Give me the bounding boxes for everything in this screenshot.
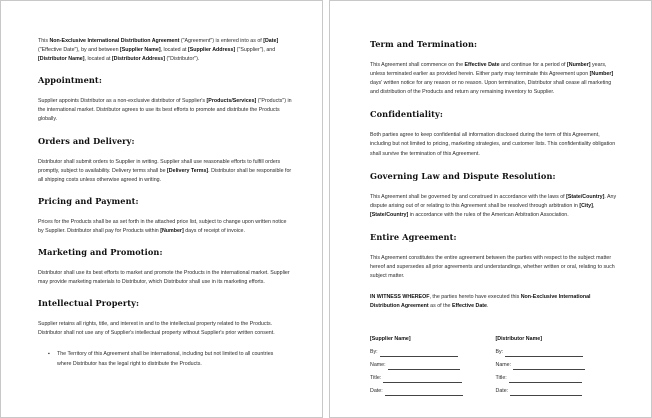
page-2-content: [370, 39, 621, 400]
term-heading: Term and Termination:: [370, 39, 478, 49]
territory-bullet-item: [48, 350, 292, 368]
territory-text: The Territory of this Agreement shall be international, including but not limited to all countries where Distributor has the legal right to distribute the Products.: [57, 351, 274, 367]
supplier-by-field: [380, 350, 458, 357]
intro-paragraph: This Non-Exclusive International Distribution Agreement ("Agreement") is entered into as of [Date] ("Effective Date"), by and between [Supplier Name], located at [Supplier Address] ("Supplier"), and [Distributor Name], located at [Distributor Address] ("Distributor").: [38, 38, 279, 63]
distributor-by-line: By:: [496, 348, 622, 357]
governing-law-heading: Governing Law and Dispute Resolution:: [370, 170, 556, 181]
distributor-by-field: [505, 350, 583, 357]
supplier-name-line: Name:: [370, 361, 496, 370]
document-page-2: [329, 0, 652, 418]
distributor-signature-block: [496, 335, 622, 400]
appointment-paragraph: Supplier appoints Distributor as a non-exclusive distributor of Supplier's [Products/Services] ("Products") in the international market. Distributor agrees to use its best efforts to promote and distribute the Products globally.: [38, 98, 292, 123]
distributor-name-label: [Distributor Name]: [495, 336, 542, 343]
ip-paragraph: Supplier retains all rights, title, and interest in and to the intellectual property related to the Products. Distributor shall not use any of Supplier's intellectual property without Supplier's prior written consent.: [38, 321, 275, 337]
entire-agreement-heading: Entire Agreement:: [370, 231, 457, 242]
supplier-name-label: [Supplier Name]: [370, 336, 411, 343]
supplier-by-line: By:: [370, 348, 496, 357]
supplier-title-field: [383, 376, 462, 383]
supplier-name-field: [388, 363, 460, 370]
witness-paragraph: IN WITNESS WHEREOF, the parties hereto have executed this Non-Exclusive International Distribution Agreement as of the Effective Date.: [370, 294, 591, 310]
pricing-heading: Pricing and Payment:: [38, 195, 139, 206]
distributor-name-field: [513, 363, 585, 370]
ip-heading: Intellectual Property:: [38, 298, 140, 309]
distributor-date-line: Date:: [496, 387, 622, 396]
supplier-date-line: Date:: [370, 387, 496, 396]
marketing-heading: Marketing and Promotion:: [38, 247, 163, 258]
page-1-content: [38, 37, 292, 369]
document-page-1: [0, 0, 323, 418]
distributor-date-field: [510, 389, 582, 396]
entire-agreement-paragraph: This Agreement constitutes the entire agreement between the parties with respect to the subject matter hereof and supersedes all prior agreements and understandings, whether written or oral, relating to such subject matter.: [370, 254, 615, 280]
orders-paragraph: Distributor shall submit orders to Supplier in writing. Supplier shall use reasonable efforts to fulfill orders promptly, subject to availability. Delivery terms shall be [Delivery Terms]. Distributor shall be responsible for all shipping costs unless otherwise agreed in writing.: [38, 158, 292, 183]
orders-heading: Orders and Delivery:: [38, 135, 135, 146]
marketing-paragraph: Distributor shall use its best efforts to market and promote the Products in the international market. Supplier may provide marketing materials to Distributor, which Distributor shall use in its marketing efforts.: [38, 270, 290, 286]
appointment-heading: Appointment:: [38, 75, 102, 86]
distributor-title-line: Title:: [496, 374, 622, 383]
pricing-paragraph: Prices for the Products shall be as set forth in the attached price list, subject to change upon written notice by Supplier. Distributor shall pay for Products within [Number] days of receipt of invoice.: [38, 218, 287, 234]
confidentiality-heading: Confidentiality:: [370, 109, 444, 120]
supplier-title-line: Title:: [370, 374, 496, 383]
distributor-title-field: [509, 376, 582, 383]
term-paragraph: This Agreement shall commence on the Effective Date and continue for a period of [Number] years, unless terminated earlier as provided herein. Either party may terminate this Agreement upon [Number] days' written notice for any reason or no reason. Upon termination, Distributor shall cease all marketing and distribution of the Products and return any remaining inventory to Supplier.: [370, 62, 614, 96]
supplier-signature-block: [370, 335, 496, 400]
governing-law-paragraph: This Agreement shall be governed by and construed in accordance with the laws of [State/Country]. Any dispute arising out of or relating to this Agreement shall be resolved through arbitration in [City], [State/Country] in accordance with the rules of the American Arbitration Association.: [370, 193, 617, 218]
bullet-icon: ▪: [48, 351, 50, 358]
distributor-name-line: Name:: [496, 361, 622, 370]
supplier-date-field: [385, 389, 463, 396]
confidentiality-paragraph: Both parties agree to keep confidential all information disclosed during the term of this Agreement, including but not limited to pricing, marketing strategies, and customer lists. This confidentiality obligation shall survive the termination of this Agreement.: [370, 132, 616, 157]
signature-blocks: [370, 335, 621, 400]
